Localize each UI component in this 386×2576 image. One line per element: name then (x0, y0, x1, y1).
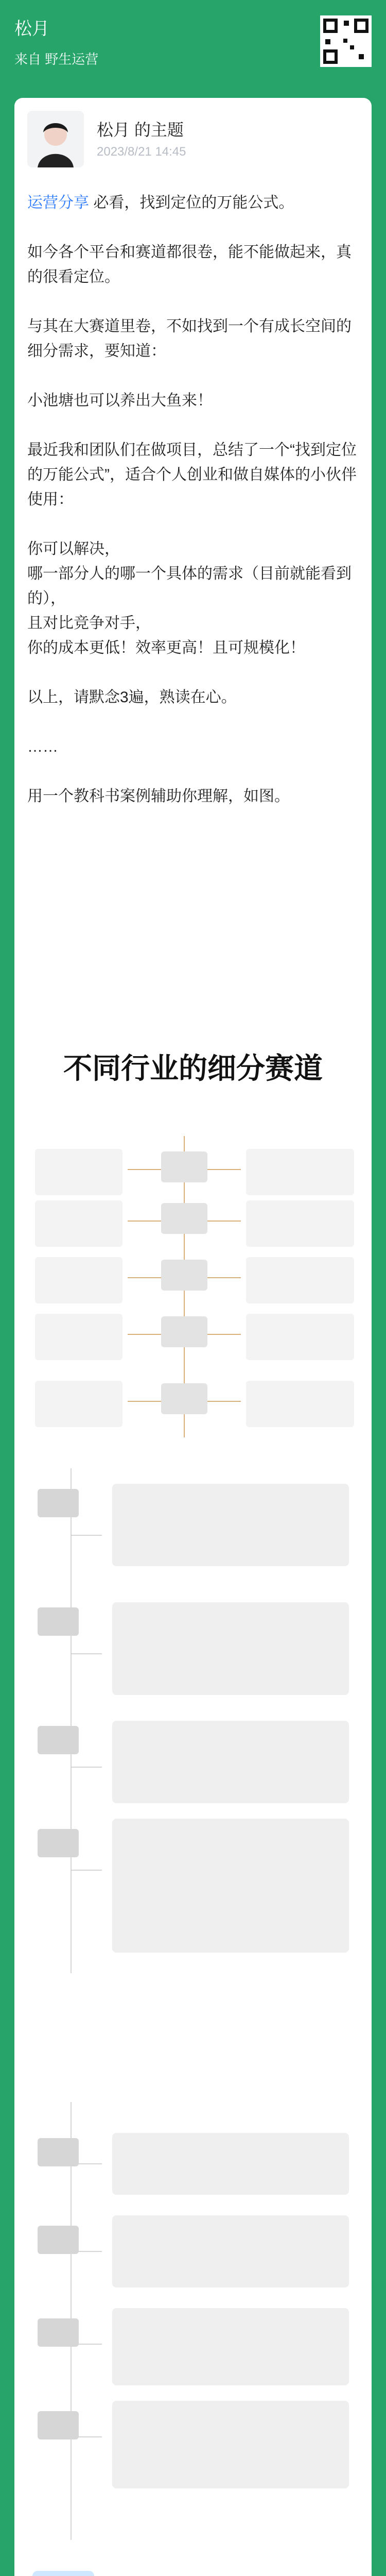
post-body (27, 191, 357, 834)
author-name: 松月 的主题 (97, 121, 184, 139)
paragraph-8: 用一个教科书案例辅助你理解，如图。 (27, 788, 290, 805)
from-source[interactable]: 野生运营 (45, 52, 99, 67)
qr-code-icon[interactable] (320, 15, 372, 67)
from-label: 来自 (14, 52, 42, 67)
paragraph-6: 以上，请默念3遍，熟读在心。 (27, 689, 237, 706)
paragraph-3: 与其在大赛道里卷，不如找到一个有成长空间的细分需求，要知道： 小池塘也可以养出大鱼来！ (27, 318, 352, 409)
hashtag[interactable]: 运营分享 (27, 194, 89, 211)
author-row (27, 111, 357, 173)
mindmap-image[interactable] (14, 1046, 372, 2576)
post-card (14, 98, 372, 2576)
paragraph-5: 你可以解决， 哪一部分人的哪一个具体的需求（目前就能看到的）， 且对比竞争对手， 你的成本更低！效率更高！且可规模化！ (27, 540, 352, 656)
source-line (14, 49, 98, 68)
image-title: 不同行业的细分赛道 (63, 1052, 323, 1084)
page-title: 松月 (14, 19, 49, 39)
avatar[interactable] (27, 111, 84, 167)
top-header (0, 0, 386, 93)
post-date: 2023/8/21 14:45 (97, 145, 186, 159)
paragraph-2: 如今各个平台和赛道都很卷，能不能做起来，真的很看定位。 (27, 244, 352, 285)
paragraph-7: …… (27, 738, 58, 755)
mindmap-graphic (14, 1046, 372, 2576)
paragraph-4: 最近我和团队们在做项目，总结了一个“找到定位的万能公式”，适合个人创业和做自媒体的小伙伴使用： (27, 442, 357, 508)
paragraph-1: 运营分享 必看，找到定位的万能公式。 (27, 194, 294, 211)
